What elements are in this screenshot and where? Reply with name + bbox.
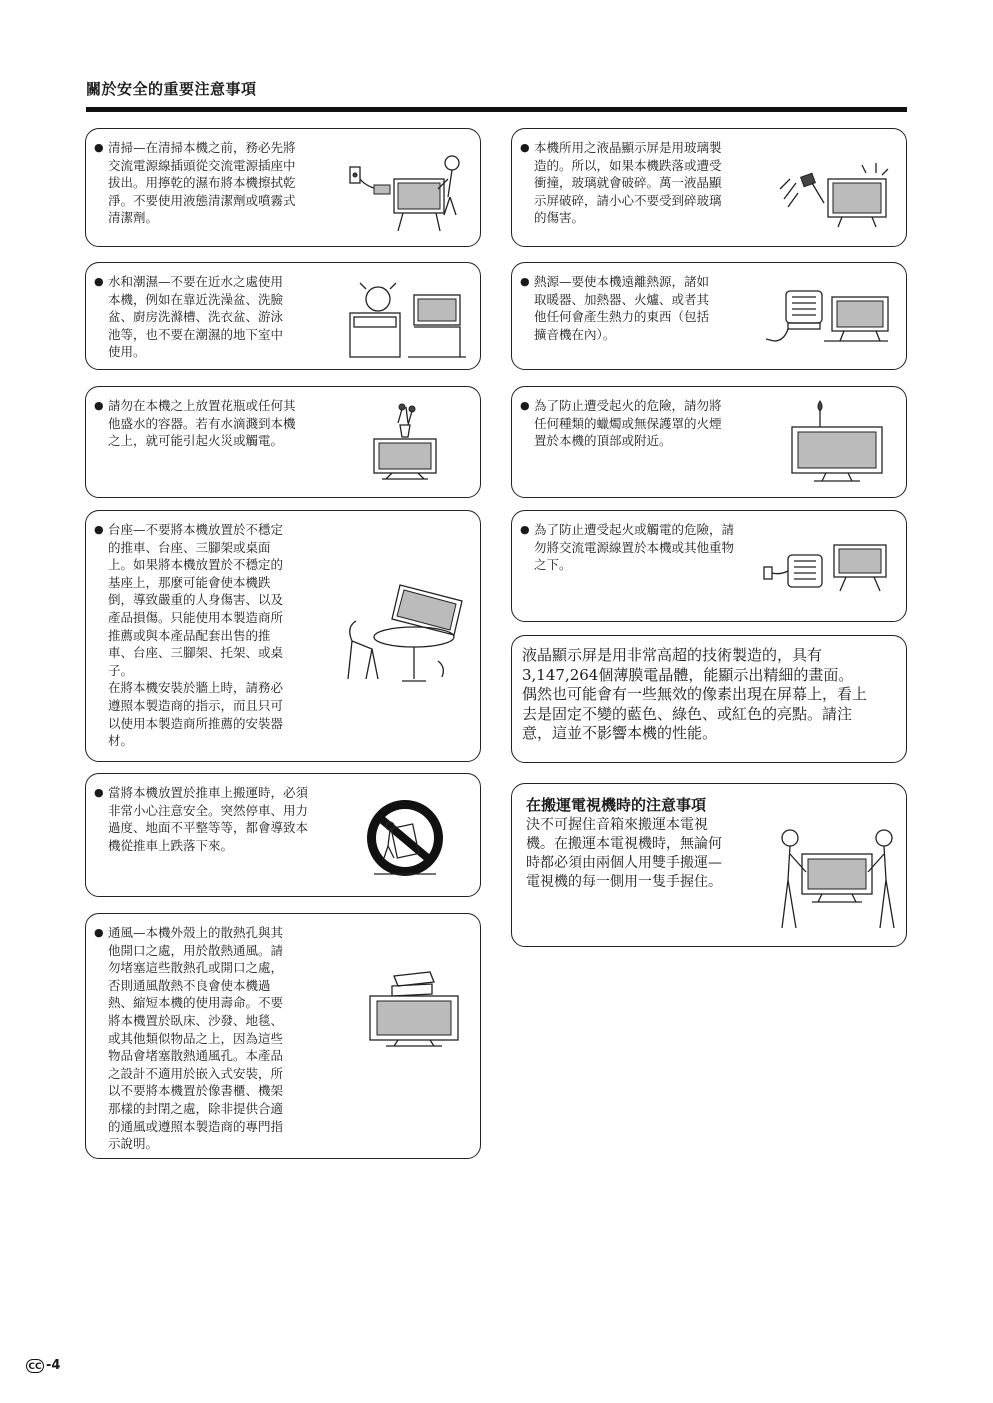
moving-precautions-title: 在搬運電視機時的注意事項: [526, 796, 707, 814]
text-line: 使用。: [108, 344, 146, 360]
safety-box-water: [85, 262, 481, 370]
text-line: 他盛水的容器。若有水滴濺到本機: [108, 415, 296, 431]
text-line: 電視機的每一側用一隻手握住。: [526, 874, 722, 890]
text-line: 請勿在本機之上放置花瓶或任何其: [108, 398, 296, 413]
text-line: 通風—本機外殼上的散熱孔與其: [108, 925, 284, 940]
text-line: 意，這並不影響本機的性能。: [522, 724, 718, 742]
text-line: 機。在搬運本電視機時，無論何: [526, 836, 722, 852]
text-line: 將本機置於臥床、沙發、地毯、: [108, 1012, 284, 1028]
power-cord-illustration-icon: [762, 541, 892, 605]
vase-illustration-icon: [372, 401, 438, 483]
moving-precautions-box: [511, 783, 907, 947]
text-line: 他開口之處，用於散熱通風。請: [108, 942, 284, 958]
text-line: 過度、地面不平整等等，都會導致本: [108, 820, 309, 836]
text-line: 物品會堵塞散熱通風孔。本產品: [108, 1048, 284, 1064]
text-line: 推薦或與本產品配套出售的推: [108, 627, 271, 643]
text-line: 機從推車上跌落下來。: [108, 837, 234, 853]
heat-illustration-icon: [764, 285, 894, 355]
text-line: 本機所用之液晶顯示屏是用玻璃製: [534, 140, 722, 155]
safety-text: [94, 521, 284, 750]
safety-text: [520, 397, 722, 450]
text-line: 決不可握住音箱來搬運本電視: [526, 817, 708, 833]
text-line: 清潔劑。: [108, 210, 159, 226]
safety-box-stand: [85, 510, 481, 762]
bullet-icon: ●: [94, 926, 104, 939]
bullet-icon: ●: [94, 275, 104, 288]
stand-illustration-icon: [342, 581, 472, 689]
text-line: 3,147,264個薄膜電晶體，能顯示出精細的畫面。: [522, 665, 854, 684]
safety-text: [520, 139, 722, 227]
text-line: 拔出。用擰乾的濕布將本機擦拭乾: [108, 175, 296, 191]
candle-illustration-icon: [788, 399, 888, 485]
text-line: 非常小心注意安全。突然停車、用力: [108, 802, 309, 818]
glass-illustration-icon: [776, 159, 896, 235]
text-line: 他任何會產生熱力的東西（包括: [534, 309, 710, 325]
cleaning-illustration-icon: [348, 149, 468, 239]
text-line: 之上，就可能引起火災或觸電。: [108, 433, 284, 449]
bullet-icon: ●: [520, 141, 530, 154]
water-illustration-icon: [348, 279, 468, 365]
moving-precautions-text: [526, 816, 722, 892]
text-line: 之下。: [534, 557, 572, 573]
text-line: 任何種類的蠟燭或無保護罩的火煙: [534, 415, 722, 431]
text-line: 交流電源線插頭從交流電源插座中: [108, 157, 296, 173]
text-line: 勿將交流電源線置於本機或其他重物: [534, 539, 735, 555]
safety-box-cord: [511, 510, 907, 622]
safety-text: [94, 784, 309, 854]
lcd-pixel-note-text: [522, 646, 898, 744]
text-line: 之設計不適用於嵌入式安裝，所: [108, 1065, 284, 1081]
text-line: 取暖器、加熱器、火爐、或者其: [534, 291, 710, 307]
text-line: 盆、廚房洗滌槽、洗衣盆、游泳: [108, 309, 284, 325]
cart-warning-icon: [364, 796, 446, 882]
text-line: 勿堵塞這些散熱孔或開口之處，: [108, 960, 284, 976]
text-line: 熱、縮短本機的使用壽命。不要: [108, 995, 284, 1011]
text-line: 去是固定不變的藍色、綠色、或紅色的亮點。請注: [522, 704, 853, 723]
text-line: 上。如果將本機放置於不穩定的: [108, 557, 284, 573]
safety-box-ventilation: [85, 913, 481, 1159]
text-line: 子。: [108, 662, 134, 678]
text-line: 的推車、台座、三腳架或桌面: [108, 539, 271, 555]
bullet-icon: ●: [520, 523, 530, 536]
text-line: 擴音機在內）。: [534, 326, 616, 342]
text-line: 倒，導致嚴重的人身傷害、以及: [108, 592, 284, 608]
lcd-pixel-note: [511, 635, 907, 763]
text-line: 置於本機的頂部或附近。: [534, 433, 672, 449]
safety-text: [520, 273, 710, 343]
text-line: 台座—不要將本機放置於不穩定: [108, 522, 284, 537]
text-line: 示說明。: [108, 1136, 159, 1152]
safety-box-candle: [511, 386, 907, 498]
text-line: 偶然也可能會有一些無效的像素出現在屏幕上，看上: [522, 685, 868, 703]
text-line: 為了防止遭受起火或觸電的危險，請: [534, 522, 735, 537]
text-line: 那樣的封閉之處，除非提供合適: [108, 1100, 284, 1116]
text-line: 材。: [108, 733, 134, 749]
text-line: 的通風或遵照本製造商的專門指: [108, 1118, 284, 1134]
safety-text: [94, 397, 296, 450]
text-line: 時都必須由兩個人用雙手搬運—: [526, 855, 722, 871]
text-line: 池等，也不要在潮濕的地下室中: [108, 326, 284, 342]
safety-box-heat: [511, 262, 907, 370]
text-line: 或其他類似物品之上，因為這些: [108, 1030, 284, 1046]
cc-language-icon: CC: [26, 1359, 44, 1373]
text-line: 衝撞，玻璃就會破碎。萬一液晶顯: [534, 175, 722, 191]
ventilation-illustration-icon: [368, 968, 462, 1050]
bullet-icon: ●: [94, 399, 104, 412]
bullet-icon: ●: [520, 275, 530, 288]
text-line: 造的。所以，如果本機跌落或遭受: [534, 157, 722, 173]
safety-text: [520, 521, 735, 574]
text-line: 本機，例如在靠近洗澡盆、洗臉: [108, 291, 284, 307]
text-line: 以使用本製造商所推薦的安裝器: [108, 715, 284, 731]
page-footer: [26, 1358, 60, 1373]
text-line: 液晶顯示屏是用非常高超的技術製造的，具有: [522, 646, 823, 664]
text-line: 清掃—在清掃本機之前，務必先將: [108, 140, 296, 155]
bullet-icon: ●: [520, 399, 530, 412]
text-line: 遵照本製造商的指示，而且只可: [108, 697, 284, 713]
text-line: 當將本機放置於推車上搬運時，必須: [108, 785, 309, 800]
text-line: 以不要將本機置於像書櫃、機架: [108, 1083, 284, 1099]
bullet-icon: ●: [94, 786, 104, 799]
title-rule: [86, 107, 907, 112]
safety-box-cart: [85, 773, 481, 897]
text-line: 否則通風散熱不良會使本機過: [108, 977, 271, 993]
text-line: 車、台座、三腳架、托架、或桌: [108, 645, 284, 661]
bullet-icon: ●: [94, 523, 104, 536]
text-line: 示屏破碎，請小心不要受到碎玻璃: [534, 192, 722, 208]
safety-text: [94, 139, 296, 227]
text-line: 為了防止遭受起火的危險，請勿將: [534, 398, 722, 413]
page-number: -4: [46, 1358, 61, 1373]
page-title: 關於安全的重要注意事項: [86, 80, 257, 98]
text-line: 水和潮濕—不要在近水之處使用: [108, 274, 284, 289]
safety-text: [94, 924, 284, 1153]
text-line: 產品損傷。只能使用本製造商所: [108, 609, 284, 625]
safety-box-cleaning: [85, 128, 481, 247]
safety-box-vase: [85, 386, 481, 498]
bullet-icon: ●: [94, 141, 104, 154]
text-line: 熱源—要使本機遠離熱源，諸如: [534, 274, 710, 289]
safety-text: [94, 273, 284, 361]
text-line: 基座上，那麼可能會使本機跌: [108, 574, 271, 590]
text-line: 在將本機安裝於牆上時，請務必: [108, 680, 284, 696]
safety-box-glass: [511, 128, 907, 247]
text-line: 淨。不要使用液態清潔劑或噴霧式: [108, 192, 296, 208]
text-line: 的傷害。: [534, 210, 585, 226]
two-person-carry-illustration-icon: [772, 824, 902, 932]
